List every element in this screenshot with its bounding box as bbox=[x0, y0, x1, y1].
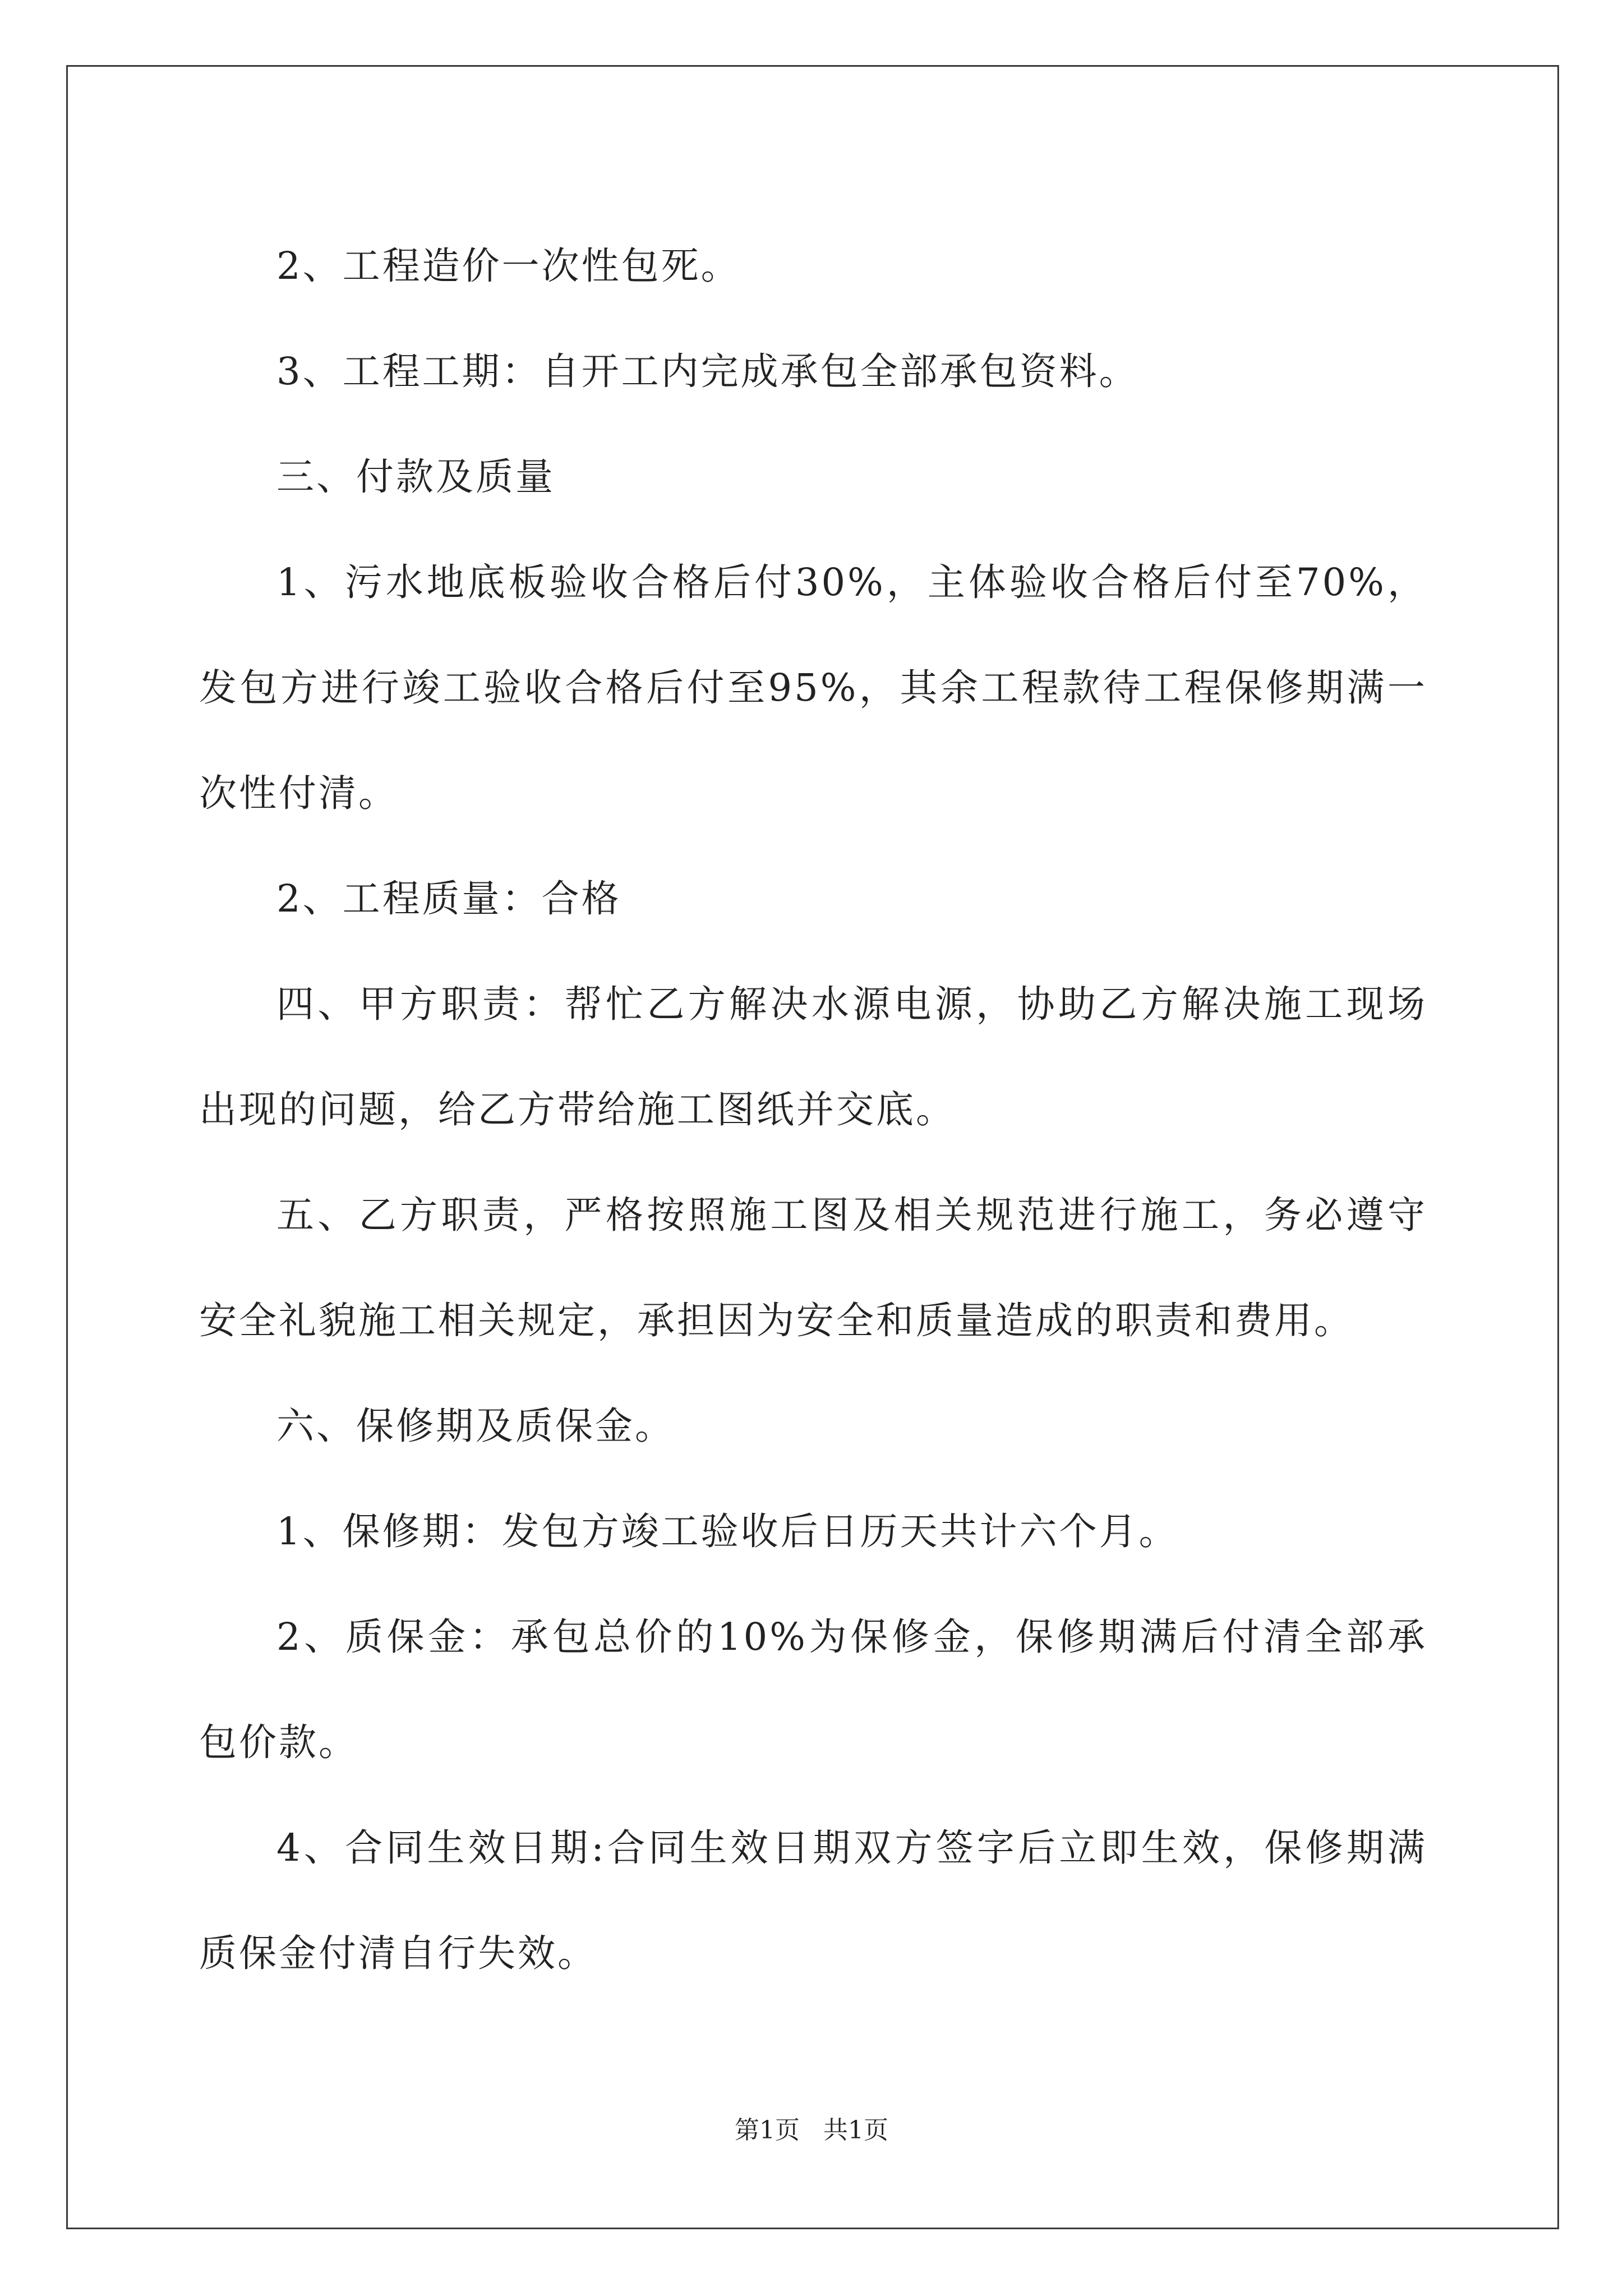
paragraph-party-b-duties: 五、乙方职责，严格按照施工图及相关规范进行施工，务必遵守安全礼貌施工相关规定，承担因为安全和质量造成的职责和费用。 bbox=[199, 1193, 1427, 1342]
paragraph-retention: 2、质保金：承包总价的10%为保修金，保修期满后付清全部承包价款。 bbox=[199, 1615, 1427, 1764]
paragraph-party-a-duties: 四、甲方职责：帮忙乙方解决水源电源，协助乙方解决施工现场出现的问题，给乙方带给施工图纸并交底。 bbox=[199, 982, 1427, 1131]
page-number-total: 共1页 bbox=[823, 2116, 888, 2145]
document-body bbox=[199, 213, 1427, 2006]
page-footer bbox=[0, 2114, 1623, 2147]
section-heading-warranty: 六、保修期及质保金。 bbox=[276, 1404, 675, 1448]
paragraph-quality: 2、工程质量：合格 bbox=[276, 877, 621, 921]
paragraph-price: 2、工程造价一次性包死。 bbox=[276, 244, 741, 288]
section-heading-payment-quality: 三、付款及质量 bbox=[276, 455, 555, 499]
page-number-current: 第1页 bbox=[735, 2116, 800, 2145]
paragraph-payment-terms: 1、污水地底板验收合格后付30%，主体验收合格后付至70%，发包方进行竣工验收合格后付至95%，其余工程款待工程保修期满一次性付清。 bbox=[199, 560, 1427, 815]
paragraph-duration: 3、工程工期：自开工内完成承包全部承包资料。 bbox=[276, 349, 1139, 393]
paragraph-warranty-period: 1、保修期：发包方竣工验收后日历天共计六个月。 bbox=[276, 1510, 1179, 1553]
paragraph-effective-date: 4、合同生效日期:合同生效日期双方签字后立即生效，保修期满质保金付清自行失效。 bbox=[199, 1826, 1427, 1975]
